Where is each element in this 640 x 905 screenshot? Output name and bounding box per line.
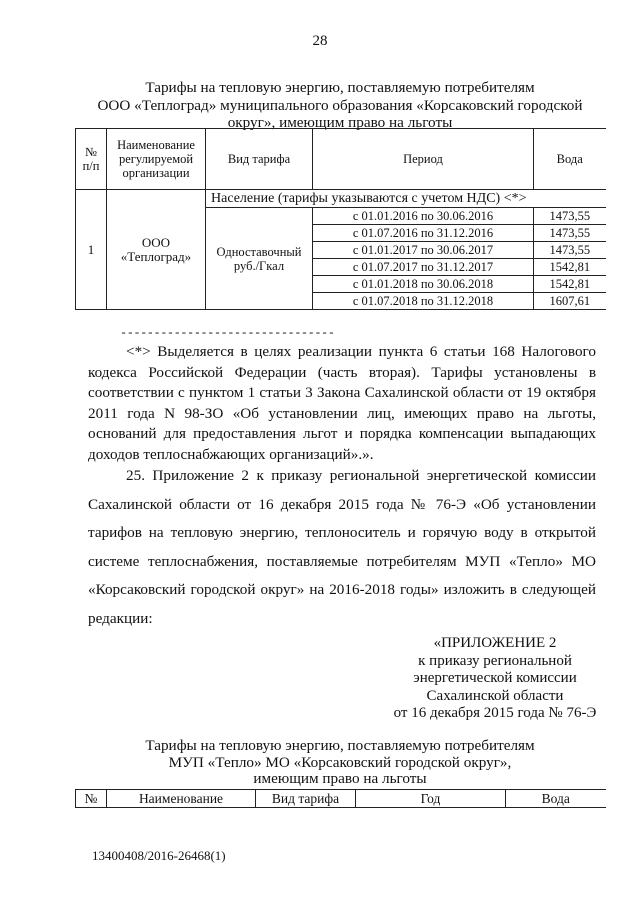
header-tariff-type: Вид тарифа	[256, 790, 356, 808]
header-num: № п/п	[76, 129, 107, 190]
period-cell: с 01.01.2017 по 30.06.2017	[313, 242, 534, 259]
appendix-line: «ПРИЛОЖЕНИЕ 2	[433, 635, 557, 651]
period-cell: с 01.07.2016 по 31.12.2016	[313, 225, 534, 242]
header-name: Наименование	[107, 790, 256, 808]
title-line: округ», имеющим право на льготы	[227, 114, 453, 131]
water-cell: 1607,61	[534, 293, 606, 310]
header-water: Вода	[534, 129, 606, 190]
appendix-line: от 16 декабря 2015 года № 76-Э	[393, 705, 597, 721]
tariff-table-teplograd	[75, 128, 606, 310]
period-cell: с 01.01.2018 по 30.06.2018	[313, 276, 534, 293]
section-label: Население (тарифы указываются с учетом НДС) <*>	[206, 190, 606, 208]
appendix-header	[380, 635, 610, 723]
table-header-row	[76, 790, 606, 808]
title-line: МУП «Тепло» МО «Корсаковский городской округ»,	[168, 753, 512, 771]
title-line: Тарифы на тепловую энергию, поставляемую потребителям	[145, 79, 535, 96]
water-cell: 1542,81	[534, 259, 606, 276]
page-number: 28	[312, 33, 328, 49]
water-cell: 1473,55	[534, 242, 606, 259]
header-year: Год	[356, 790, 506, 808]
water-cell: 1542,81	[534, 276, 606, 293]
period-cell: с 01.07.2018 по 31.12.2018	[313, 293, 534, 310]
water-cell: 1473,55	[534, 225, 606, 242]
header-num: №	[76, 790, 107, 808]
appendix-line: энергетической комиссии	[413, 670, 577, 686]
title-line: Тарифы на тепловую энергию, поставляемую потребителям	[145, 737, 535, 754]
document-number: 13400408/2016-26468(1)	[92, 848, 226, 863]
org-name: ООО «Теплоград»	[107, 190, 206, 310]
tariff-table-teplo	[75, 789, 606, 808]
title-line: имеющим право на льготы	[253, 770, 427, 787]
section-row	[76, 190, 606, 208]
header-water: Вода	[506, 790, 606, 808]
header-org: Наименование регулируемой организации	[107, 129, 206, 190]
tariff-type: Одноставочный руб./Гкал	[206, 208, 313, 310]
period-cell: с 01.07.2017 по 31.12.2017	[313, 259, 534, 276]
table1-title	[80, 79, 600, 132]
table2-title	[80, 738, 600, 788]
water-cell: 1473,55	[534, 208, 606, 225]
period-cell: с 01.01.2016 по 30.06.2016	[313, 208, 534, 225]
header-tariff-type: Вид тарифа	[206, 129, 313, 190]
appendix-line: к приказу региональной	[418, 652, 572, 669]
appendix-line: Сахалинской области	[426, 687, 564, 704]
footnote-separator: --------------------------------	[120, 326, 335, 340]
row-number: 1	[76, 190, 107, 310]
title-line: ООО «Теплоград» муниципального образования «Корсаковский городской	[97, 96, 583, 114]
table-header-row	[76, 129, 606, 190]
paragraph-25: 25. Приложение 2 к приказу региональной энергетической комиссии Сахалинской области от 16 декабря 2015 года № 76-Э «Об установлении тарифов на тепловую энергию, теплоноситель и горячую воду в открытой системе теплоснабжения, поставляемые потребителям МУП «Тепло» МО «Корсаковский городской округ» на 2016-2018 годы» изложить в следующей редакции:	[88, 467, 596, 627]
header-period: Период	[313, 129, 534, 190]
footnote-text: <*> Выделяется в целях реализации пункта 6 статьи 168 Налогового кодекса Российской Федерации (часть вторая). Тарифы установлены в соответствии с пунктом 1 статьи 3 Закона Сахалинской области от 19 октября 2011 года N 98-ЗО «Об установлении лиц, имеющих право на льготы, оснований для предоставления льгот и порядка компенсации выпадающих доходов теплоснабжающих организаций».».	[88, 343, 596, 463]
